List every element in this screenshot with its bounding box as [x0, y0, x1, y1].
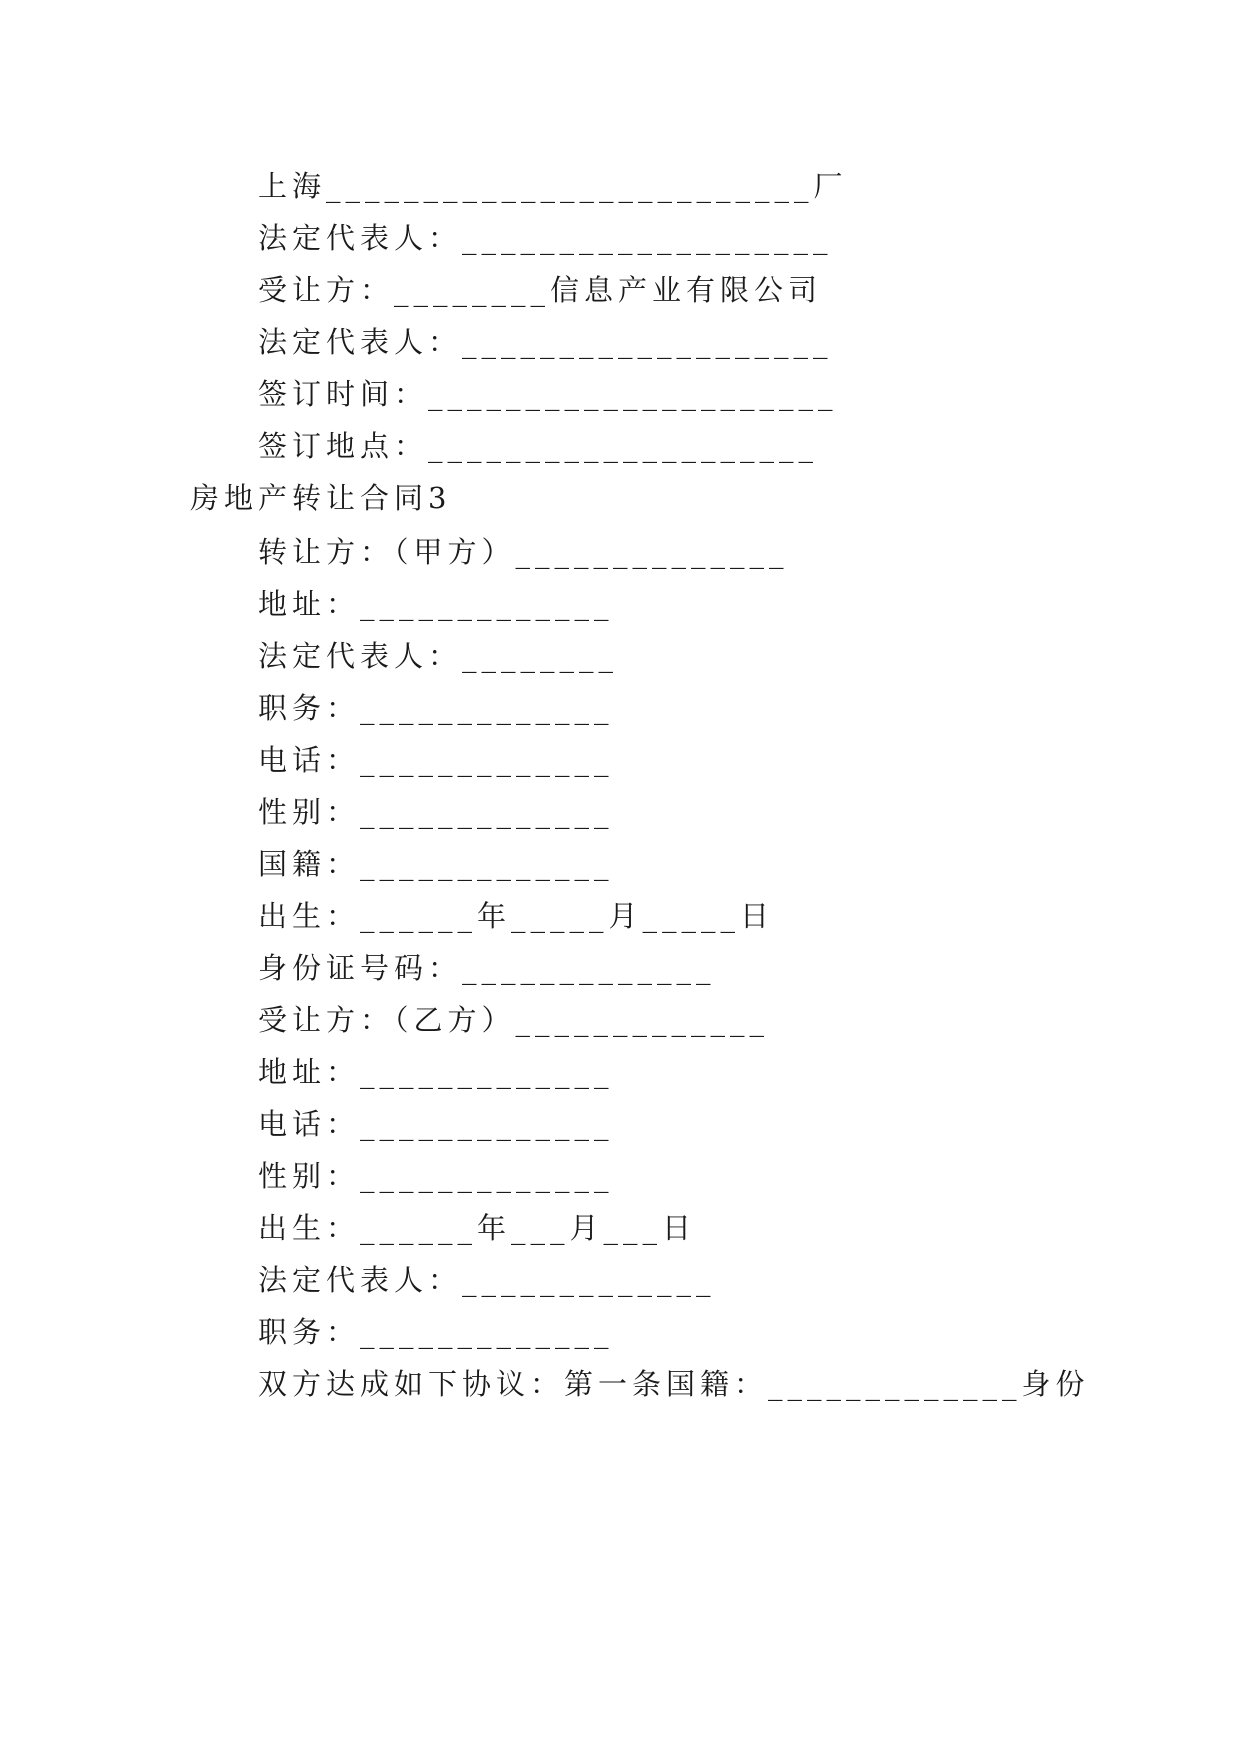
- legal-representative-line: 法定代表人：_____________: [258, 1263, 716, 1297]
- gender-line: 性别：_____________: [258, 1159, 614, 1193]
- agreement-clause-line: 双方达成如下协议：第一条国籍：_____________身份: [258, 1367, 1090, 1401]
- legal-representative-line: 法定代表人：___________________: [258, 325, 833, 359]
- address-line: 地址：_____________: [258, 587, 614, 621]
- phone-line: 电话：_____________: [258, 743, 614, 777]
- birth-date-line: 出生：______年___月___日: [258, 1211, 697, 1245]
- contract-heading: 房地产转让合同3: [190, 481, 452, 515]
- gender-line: 性别：_____________: [258, 795, 614, 829]
- legal-representative-line: 法定代表人：___________________: [258, 221, 833, 255]
- legal-representative-line: 法定代表人：________: [258, 639, 619, 673]
- id-number-line: 身份证号码：_____________: [258, 951, 716, 985]
- position-line: 职务：_____________: [258, 691, 614, 725]
- position-line: 职务：_____________: [258, 1315, 614, 1349]
- transferor-company-line: 上海_________________________厂: [258, 169, 848, 203]
- address-line: 地址：_____________: [258, 1055, 614, 1089]
- signing-place-line: 签订地点：____________________: [258, 429, 819, 463]
- transferee-party-b-line: 受让方：（乙方）_____________: [258, 1003, 770, 1037]
- birth-date-line: 出生：______年_____月_____日: [258, 899, 775, 933]
- transferor-party-a-line: 转让方：（甲方）______________: [258, 535, 789, 569]
- signing-time-line: 签订时间：_____________________: [258, 377, 838, 411]
- nationality-line: 国籍：_____________: [258, 847, 614, 881]
- transferee-company-line: 受让方：________信息产业有限公司: [258, 273, 823, 307]
- phone-line: 电话：_____________: [258, 1107, 614, 1141]
